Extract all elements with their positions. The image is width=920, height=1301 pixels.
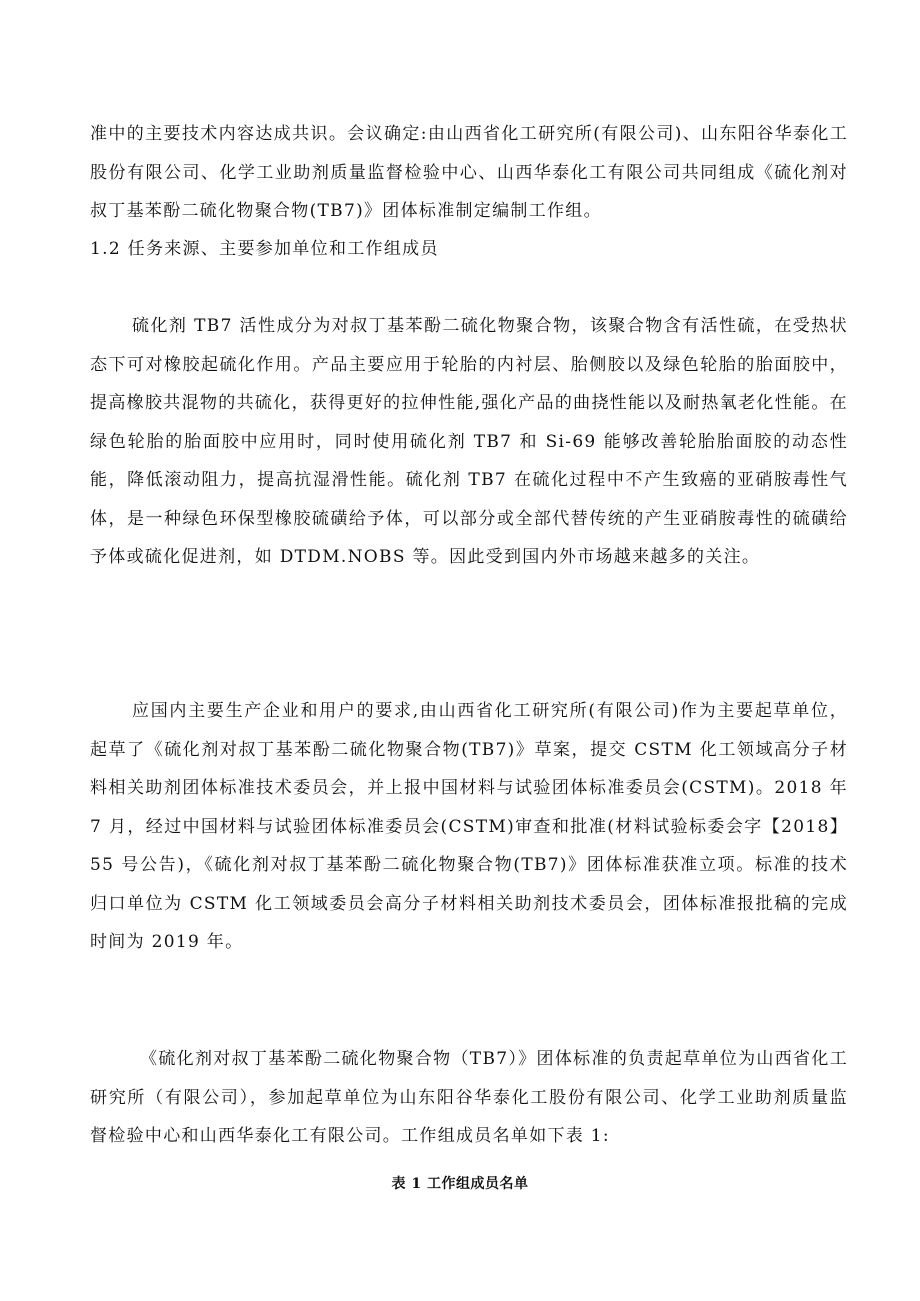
paragraph-task-source: 应国内主要生产企业和用户的要求,由山西省化工研究所(有限公司)作为主要起草单位，起草了《硫化剂对叔丁基苯酚二硫化物聚合物(TB7)》草案，提交 CSTM 化工领域高分子材料相关助剂团体标准技术委员会，并上报中国材料与试验团体标准委员会(CSTM)。2018 年 7 月，经过中国材料与试验团体标准委员会(CSTM)审查和批准(材料试验标委会字【2018】55 号公告)，《硫化剂对叔丁基苯酚二硫化物聚合物(TB7)》团体标准获准立项。标准的技术归口单位为 CSTM 化工领域委员会高分子材料相关助剂技术委员会，团体标准报批稿的完成时间为 2019 年。: [90, 701, 848, 952]
paragraph-meeting-decision: 准中的主要技术内容达成共识。会议确定:由山西省化工研究所(有限公司)、山东阳谷华泰化工股份有限公司、化学工业助剂质量监督检验中心、山西华泰化工有限公司共同组成《硫化剂对叔丁基苯酚二硫化物聚合物(TB7)》团体标准制定编制工作组。: [90, 124, 848, 221]
paragraph-product-description: 硫化剂 TB7 活性成分为对叔丁基苯酚二硫化物聚合物，该聚合物含有活性硫，在受热状态下可对橡胶起硫化作用。产品主要应用于轮胎的内衬层、胎侧胶以及绿色轮胎的胎面胶中，提高橡胶共混物的共硫化，获得更好的拉伸性能,强化产品的曲挠性能以及耐热氧老化性能。在绿色轮胎的胎面胶中应用时，同时使用硫化剂 TB7 和 Si-69 能够改善轮胎胎面胶的动态性能，降低滚动阻力，提高抗湿滑性能。硫化剂 TB7 在硫化过程中不产生致癌的亚硝胺毒性气体，是一种绿色环保型橡胶硫磺给予体，可以部分或全部代替传统的产生亚硝胺毒性的硫磺给予体或硫化促进剂，如 DTDM.NOBS 等。因此受到国内外市场越来越多的关注。: [90, 316, 848, 567]
paragraph-drafting-units: 《硫化剂对叔丁基苯酚二硫化物聚合物（TB7）》团体标准的负责起草单位为山西省化工研究所（有限公司），参加起草单位为山东阳谷华泰化工股份有限公司、化学工业助剂质量监督检验中心和山西华泰化工有限公司。工作组成员名单如下表 1:: [90, 1049, 848, 1146]
table-caption: 表 1 工作组成员名单: [391, 1176, 529, 1192]
section-heading: 1.2 任务来源、主要参加单位和工作组成员: [90, 239, 439, 259]
